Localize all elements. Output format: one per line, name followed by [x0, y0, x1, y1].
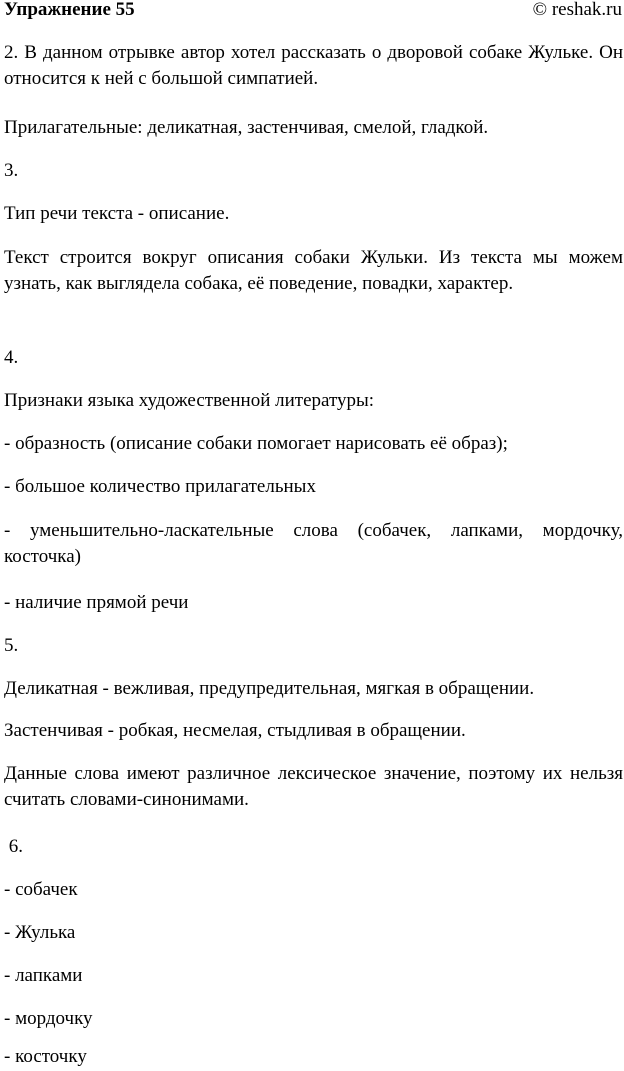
- paragraph-adjectives: Прилагательные: деликатная, застенчивая, смелой, гладкой.: [4, 117, 489, 138]
- paragraph-shy-definition: Застенчивая - робкая, несмелая, стыдливая в обращении.: [4, 720, 466, 741]
- list-item-word-5: - косточку: [4, 1046, 87, 1067]
- exercise-title: Упражнение 55: [4, 0, 135, 20]
- paragraph-intro: 2. В данном отрывке автор хотел рассказать о дворовой собаке Жульке. Он относится к ней с большой симпатией.: [4, 42, 623, 89]
- section-number-5: 5.: [4, 635, 19, 656]
- list-item-word-1: - собачек: [4, 879, 78, 900]
- paragraph-synonyms-conclusion: Данные слова имеют различное лексическое значение, поэтому их нельзя считать словами-синонимами.: [4, 763, 623, 810]
- list-item-word-3: - лапками: [4, 965, 83, 986]
- site-watermark: © reshak.ru: [532, 0, 622, 20]
- list-item-adjectives: - большое количество прилагательных: [4, 476, 316, 497]
- page-header: [0, 0, 624, 24]
- list-item-diminutives: - уменьшительно-ласкательные слова (собачек, лапками, мордочку, косточка): [4, 520, 623, 567]
- paragraph-features-heading: Признаки языка художественной литературы:: [4, 390, 375, 411]
- list-item-word-2: - Жулька: [4, 922, 76, 943]
- section-number-3: 3.: [4, 160, 19, 181]
- list-item-word-4: - мордочку: [4, 1008, 93, 1029]
- section-number-6: 6.: [4, 836, 23, 857]
- paragraph-speech-type: Тип речи текста - описание.: [4, 203, 230, 224]
- section-number-4: 4.: [4, 347, 19, 368]
- list-item-imagery: - образность (описание собаки помогает нарисовать её образ);: [4, 433, 508, 454]
- paragraph-text-structure: Текст строится вокруг описания собаки Жульки. Из текста мы можем узнать, как выглядела собака, её поведение, повадки, характер.: [4, 247, 623, 294]
- paragraph-delicate-definition: Деликатная - вежливая, предупредительная, мягкая в обращении.: [4, 678, 535, 699]
- list-item-direct-speech: - наличие прямой речи: [4, 592, 189, 613]
